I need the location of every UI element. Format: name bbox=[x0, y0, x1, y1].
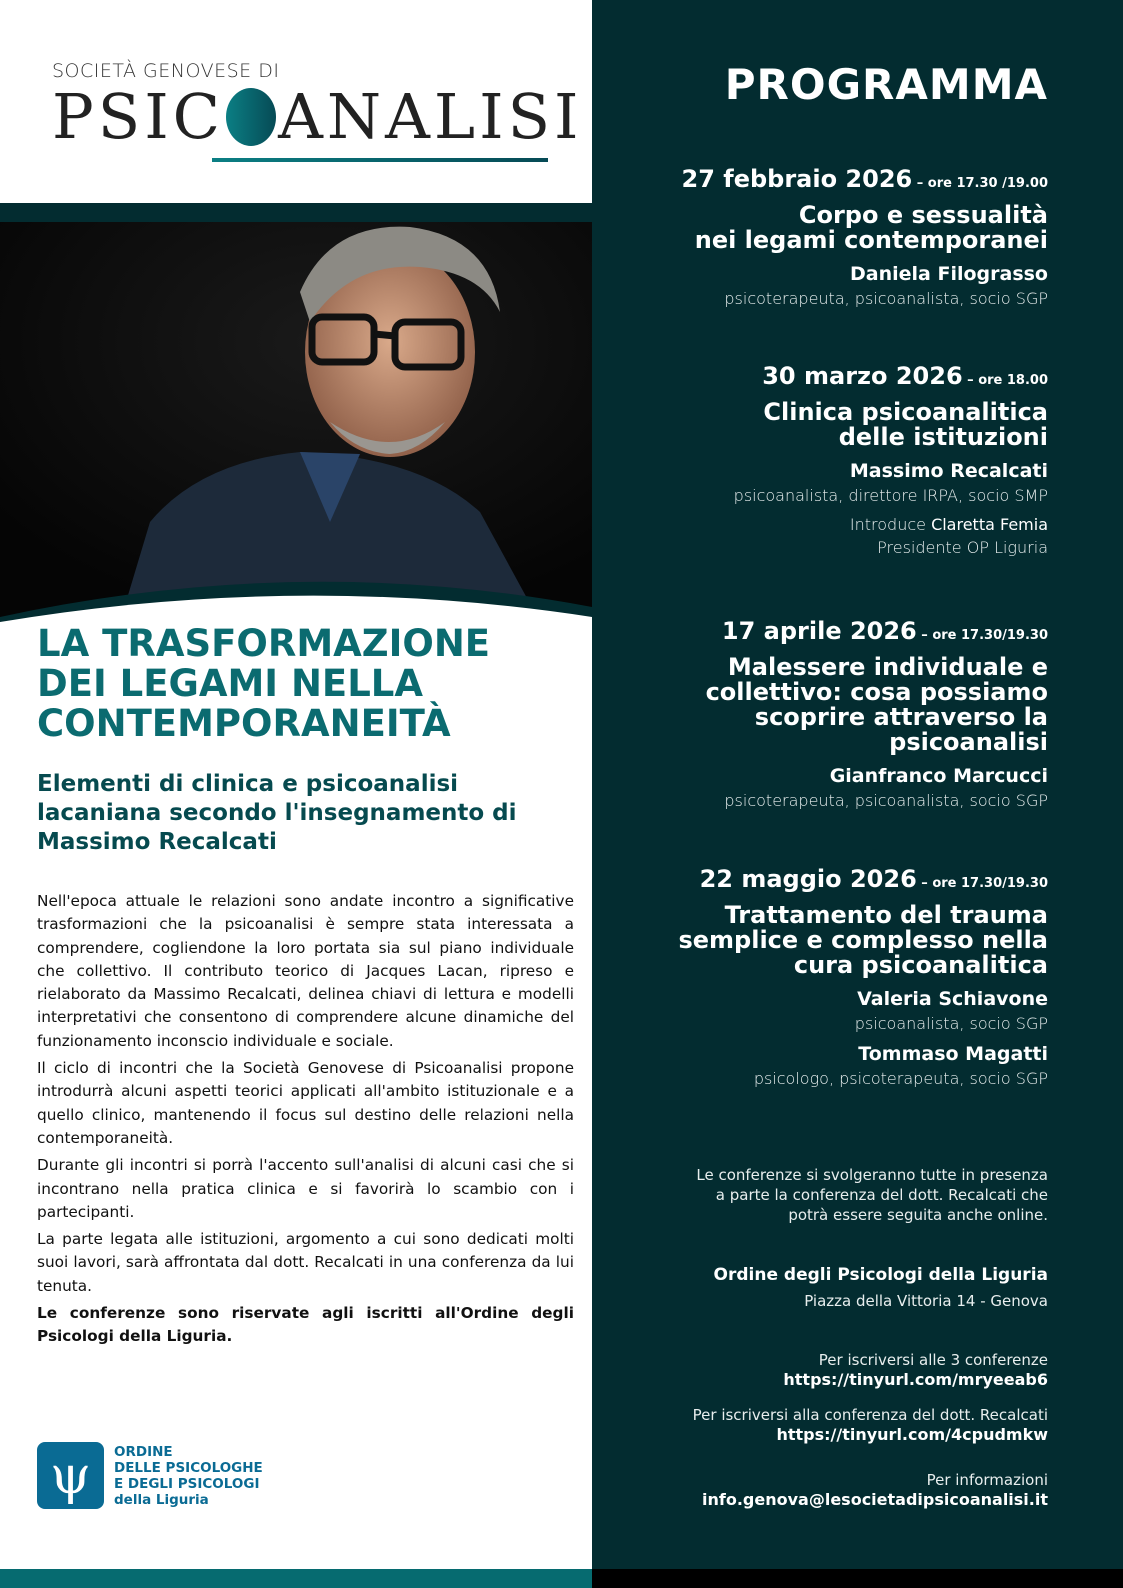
logo-wordmark bbox=[52, 82, 583, 152]
logo-line1: SOCIETÀ GENOVESE DI bbox=[52, 60, 280, 82]
paragraph: La parte legata alle istituzioni, argomento a cui sono dedicati molti suoi lavori, sarà affrontata dal dott. Recalcati in una conferenza da lui tenuta. bbox=[37, 1230, 574, 1295]
program-event bbox=[568, 865, 1048, 1088]
event-title bbox=[37, 624, 490, 744]
paragraph: Il ciclo di incontri che la Società Genovese di Psicoanalisi propone introdurrà alcuni aspetti teorici applicati all'ambito istituzionale e a quello clinico, mantenendo il focus sul destino delle relazioni nella contemporaneità. bbox=[37, 1059, 574, 1147]
speaker-name: Tommaso Magatti bbox=[858, 1043, 1048, 1065]
date-text: 30 marzo 2026 bbox=[762, 362, 963, 390]
talk-title-line: cura psicoanalitica bbox=[793, 951, 1048, 979]
event-date bbox=[568, 617, 1048, 645]
event-date bbox=[568, 362, 1048, 390]
logo-underline bbox=[212, 158, 548, 162]
talk-title-line: nei legami contemporanei bbox=[694, 226, 1048, 254]
registration-2 bbox=[568, 1405, 1048, 1444]
talk-title-line: collettivo: cosa possiamo bbox=[705, 678, 1048, 706]
intro-name: Claretta Femia bbox=[931, 515, 1048, 534]
date-text: 17 aprile 2026 bbox=[721, 617, 917, 645]
talk-title-line: Corpo e sessualità bbox=[798, 201, 1048, 229]
program-panel bbox=[592, 0, 1123, 1569]
speaker-photo bbox=[0, 222, 592, 622]
reg1-link[interactable]: https://tinyurl.com/mryeeab6 bbox=[783, 1370, 1048, 1389]
op-line: E DEGLI PSICOLOGI bbox=[114, 1475, 260, 1492]
event-time: – ore 18.00 bbox=[962, 373, 1048, 388]
notice-bold: Le conferenze sono riservate agli iscritti all'Ordine degli Psicologi della Liguria. bbox=[37, 1304, 574, 1346]
event-talk-title bbox=[568, 903, 1048, 978]
event-date bbox=[568, 165, 1048, 193]
date-text: 22 maggio 2026 bbox=[699, 865, 917, 893]
event-date bbox=[568, 865, 1048, 893]
speaker-name: Valeria Schiavone bbox=[857, 988, 1048, 1010]
speaker-role: psicoterapeuta, psicoanalista, socio SGP bbox=[724, 791, 1048, 810]
talk-title-line: Clinica psicoanalitica bbox=[763, 398, 1048, 426]
op-line: ORDINE bbox=[114, 1443, 173, 1460]
date-text: 27 febbraio 2026 bbox=[681, 165, 913, 193]
event-time: – ore 17.30/19.30 bbox=[916, 628, 1048, 643]
event-talk-title bbox=[568, 655, 1048, 755]
intro-label: Introduce bbox=[849, 515, 932, 534]
title-line: LA TRASFORMAZIONE bbox=[37, 622, 491, 665]
introducer bbox=[568, 515, 1048, 534]
intro-role: Presidente OP Liguria bbox=[877, 538, 1048, 557]
note-line: Le conferenze si svolgeranno tutte in presenza bbox=[696, 1166, 1048, 1184]
info-label: Per informazioni bbox=[926, 1471, 1048, 1489]
sgp-logo bbox=[52, 60, 583, 162]
paragraph: Nell'epoca attuale le relazioni sono andate incontro a significative trasformazioni che la psicoanalisi è sempre stata interessata a comprendere, cogliendone la loro portata sia sul piano individuale che collettivo. Il contributo teorico di Jacques Lacan, ripreso e rielaborato da Massimo Recalcati, delinea chiavi di lettura e modelli interpretativi che consentono di comprendere alcune dinamiche del funzionamento inconscio individuale e sociale. bbox=[37, 892, 574, 1050]
venue-address: Piazza della Vittoria 14 - Genova bbox=[804, 1292, 1048, 1310]
talk-title-line: scoprire attraverso la bbox=[754, 703, 1048, 731]
speaker-role: psicoanalista, socio SGP bbox=[854, 1014, 1048, 1033]
title-line: CONTEMPORANEITÀ bbox=[37, 702, 451, 745]
op-liguria-logo bbox=[37, 1442, 263, 1509]
speaker-role: psicologo, psicoterapeuta, socio SGP bbox=[753, 1069, 1048, 1088]
venue-name: Ordine degli Psicologi della Liguria bbox=[713, 1265, 1048, 1285]
speaker-name: Massimo Recalcati bbox=[849, 460, 1048, 482]
talk-title-line: psicoanalisi bbox=[889, 728, 1048, 756]
info bbox=[568, 1470, 1048, 1509]
event-subtitle: Elementi di clinica e psicoanalisi lacaniana secondo l'insegnamento di Massimo Recalcati bbox=[37, 771, 517, 855]
bottom-band bbox=[0, 1569, 592, 1588]
title-line: DEI LEGAMI NELLA bbox=[37, 662, 423, 705]
program-event bbox=[568, 165, 1048, 308]
reg2-link[interactable]: https://tinyurl.com/4cpudmkw bbox=[776, 1425, 1048, 1444]
event-talk-title bbox=[568, 400, 1048, 450]
bottom-band-right bbox=[592, 1569, 1123, 1588]
program-heading: PROGRAMMA bbox=[724, 60, 1048, 109]
note-line: potrà essere seguita anche online. bbox=[788, 1206, 1048, 1224]
note-line: a parte la conferenza del dott. Recalcati che bbox=[715, 1186, 1048, 1204]
logo-post: ANALISI bbox=[278, 80, 583, 153]
event-time: – ore 17.30/19.30 bbox=[916, 876, 1048, 891]
talk-title-line: delle istituzioni bbox=[838, 423, 1048, 451]
logo-circle-icon bbox=[226, 88, 276, 146]
talk-title-line: semplice e complesso nella bbox=[678, 926, 1048, 954]
speaker-role: psicoanalista, direttore IRPA, socio SMP bbox=[733, 486, 1048, 505]
event-talk-title bbox=[568, 203, 1048, 253]
op-line: DELLE PSICOLOGHE bbox=[114, 1459, 263, 1476]
speaker-name: Daniela Filograsso bbox=[850, 263, 1048, 285]
info-email-link[interactable]: info.genova@lesocietadipsicoanalisi.it bbox=[702, 1490, 1048, 1509]
reg-label: Per iscriversi alla conferenza del dott. Recalcati bbox=[692, 1406, 1048, 1424]
paragraph: Durante gli incontri si porrà l'accento sull'analisi di alcuni casi che si incontrano nella pratica clinica e si favorirà lo scambio con i partecipanti. bbox=[37, 1156, 574, 1221]
psi-icon: ψ bbox=[37, 1442, 104, 1509]
talk-title-line: Trattamento del trauma bbox=[724, 901, 1048, 929]
logo-pre: PSIC bbox=[52, 80, 225, 153]
op-line: della Liguria bbox=[114, 1491, 209, 1508]
program-event bbox=[568, 362, 1048, 557]
attendance-note bbox=[568, 1165, 1048, 1225]
event-time: – ore 17.30 /19.00 bbox=[912, 176, 1048, 191]
talk-title-line: Malessere individuale e bbox=[727, 653, 1048, 681]
registration-1 bbox=[568, 1350, 1048, 1389]
top-band bbox=[0, 203, 592, 222]
description bbox=[37, 890, 574, 1353]
speaker-role: psicoterapeuta, psicoanalista, socio SGP bbox=[724, 289, 1048, 308]
program-event bbox=[568, 617, 1048, 810]
speaker-name: Gianfranco Marcucci bbox=[829, 765, 1048, 787]
reg-label: Per iscriversi alle 3 conferenze bbox=[818, 1351, 1048, 1369]
venue bbox=[568, 1265, 1048, 1311]
